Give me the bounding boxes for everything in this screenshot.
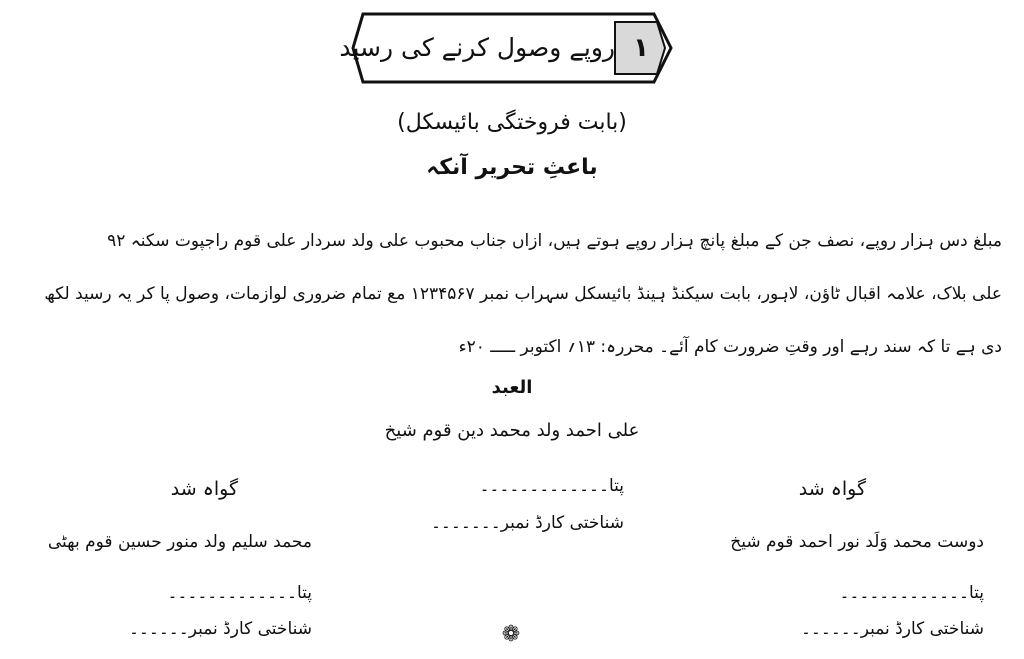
witness-left-address: پتا۔۔۔۔۔۔۔۔۔۔۔۔۔ xyxy=(167,583,312,603)
title-text: روپے وصول کرنے کی رسید xyxy=(339,33,615,62)
title-number: ۱ xyxy=(633,33,649,63)
signer-name: علی احمد ولد محمد دین قوم شیخ xyxy=(384,420,640,441)
witness-right-title: گواہ شد xyxy=(798,478,866,500)
body-line-2: علی بلاک، علامہ اقبال ٹاؤن، لاہور، بابت سیکنڈ ہینڈ بائیسکل سہراب نمبر ۱۲۳۴۵۶۷ مع تمام ضروری لوازمات، وصول پا کر یہ رسید لکھ xyxy=(44,284,1002,304)
signer-title: العبد xyxy=(491,377,533,398)
body-line-3: دی ہے تا کہ سند رہے اور وقتِ ضرورت کام آئے۔ محررہ: ۱۳؍ اکتوبر ـــــ ۲۰ء xyxy=(458,337,1002,357)
center-address: پتا۔۔۔۔۔۔۔۔۔۔۔۔۔ xyxy=(479,476,624,496)
witness-right-name: دوست محمد وَلَد نور احمد قوم شیخ xyxy=(730,532,984,552)
title-banner xyxy=(339,10,677,86)
heading: باعثِ تحریر آنکہ xyxy=(426,155,598,180)
witness-left-title: گواہ شد xyxy=(170,478,238,500)
center-id-card: شناختی کارڈ نمبر۔۔۔۔۔۔۔ xyxy=(430,513,624,533)
witness-right-address: پتا۔۔۔۔۔۔۔۔۔۔۔۔۔ xyxy=(839,583,984,603)
witness-right-id-card: شناختی کارڈ نمبر۔۔۔۔۔۔ xyxy=(800,619,984,639)
witness-left-id-card: شناختی کارڈ نمبر۔۔۔۔۔۔ xyxy=(128,619,312,639)
body-line-1: مبلغ دس ہزار روپے، نصف جن کے مبلغ پانچ ہزار روپے ہوتے ہیں، ازاں جناب محبوب علی ولد سردار علی قوم راجپوت سکنہ ۹۲ xyxy=(107,231,1002,251)
flower-ornament-icon: ❁ xyxy=(501,622,521,647)
subtitle: (بابت فروختگی بائیسکل) xyxy=(397,110,627,135)
witness-left-name: محمد سلیم ولد منور حسین قوم بھٹی xyxy=(47,532,312,552)
